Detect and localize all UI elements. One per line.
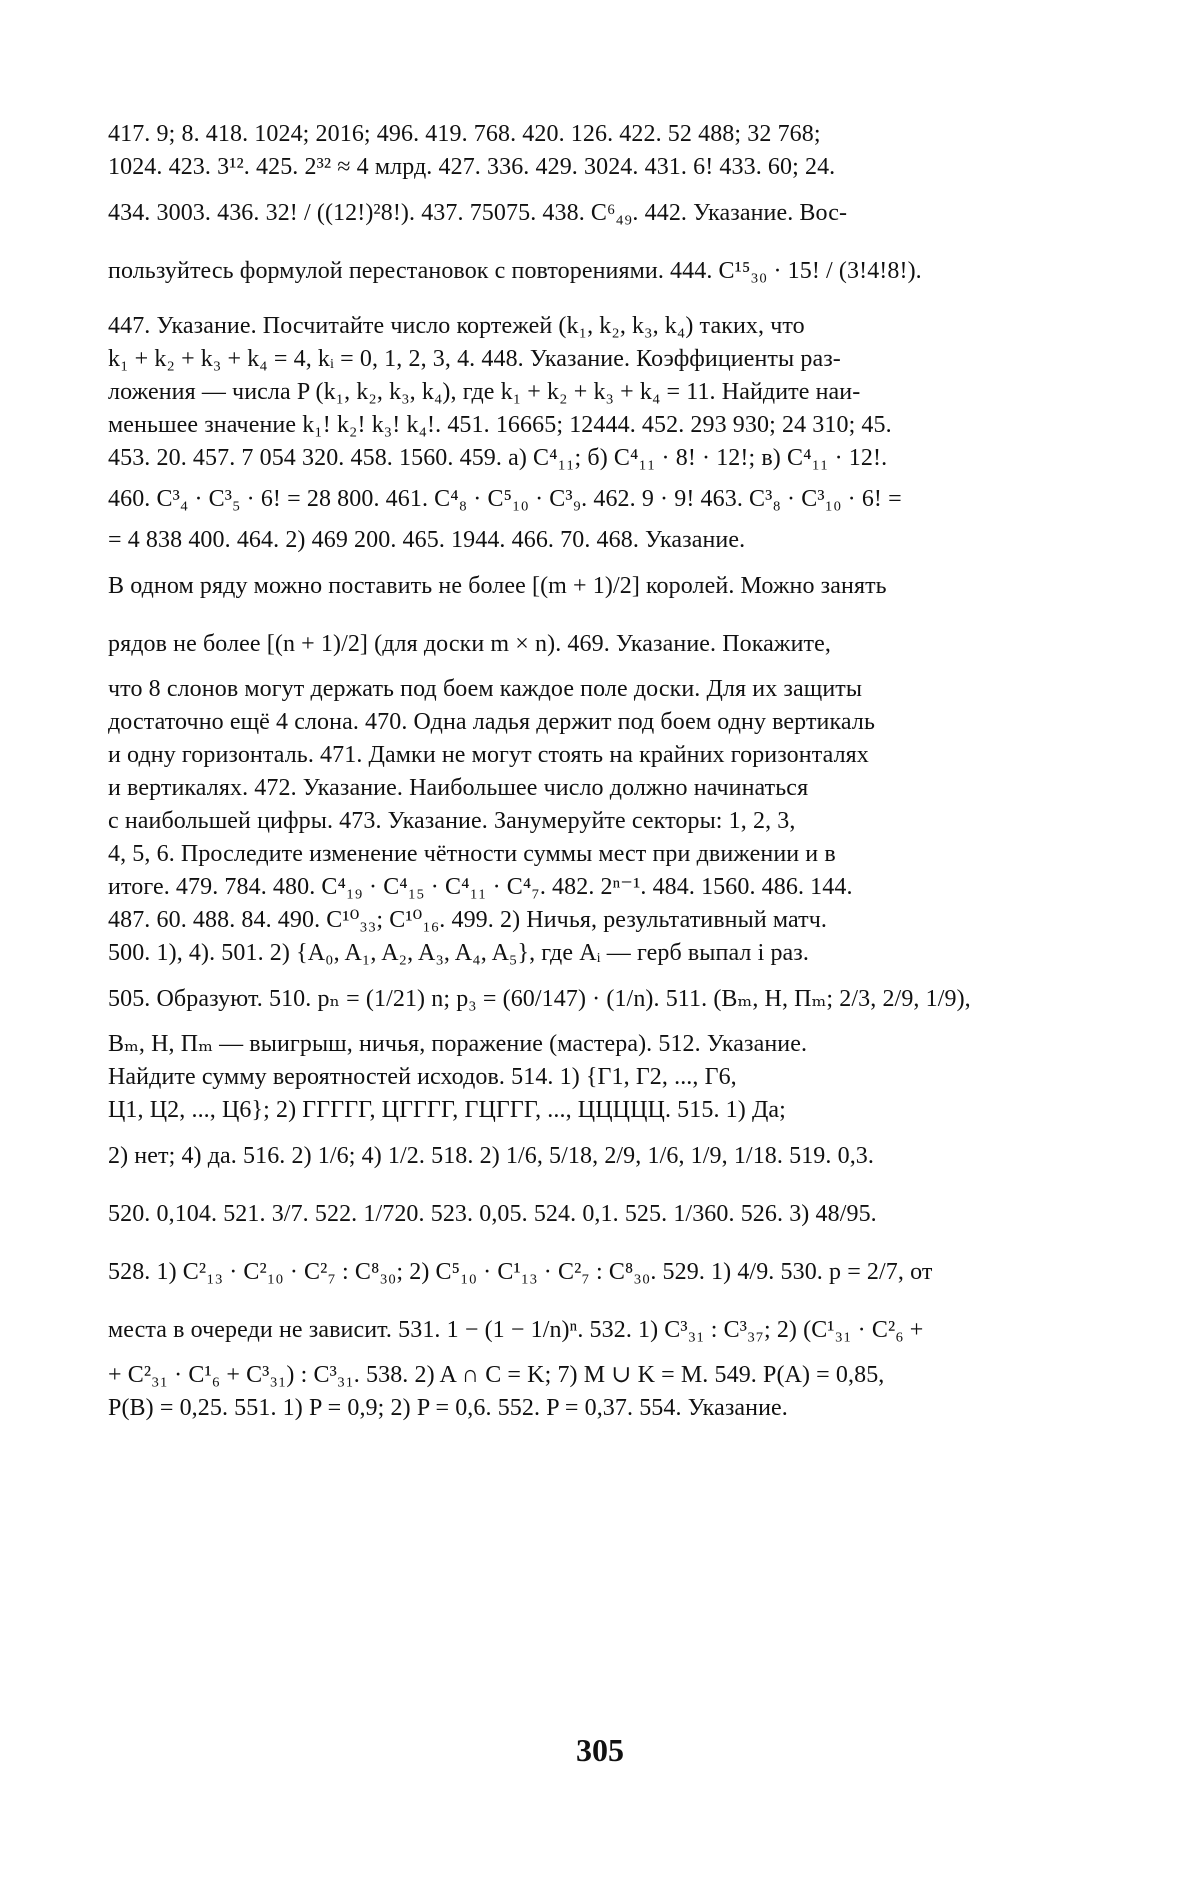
text-line: итоге. 479. 784. 480. C⁴₁₉ · C⁴₁₅ · C⁴₁₁ · C⁴₇. 482. 2ⁿ⁻¹. 484. 1560. 486. 144. [108, 874, 853, 900]
text-line: 460. C³₄ · C³₅ · 6! = 28 800. 461. C⁴₈ · C⁵₁₀ · C³₉. 462. 9 · 9! 463. C³₈ · C³₁₀ · 6! = [108, 486, 902, 512]
text-line: достаточно ещё 4 слона. 470. Одна ладья держит под боем одну вертикаль [108, 709, 875, 735]
text-line: 417. 9; 8. 418. 1024; 2016; 496. 419. 768. 420. 126. 422. 52 488; 32 768; [108, 121, 821, 147]
text-line: Ц1, Ц2, ..., Ц6}; 2) ГГГГГ, ЦГГГГ, ГЦГГГ, ..., ЦЦЦЦЦ. 515. 1) Да; [108, 1097, 786, 1123]
text-line: 500. 1), 4). 501. 2) {A₀, A₁, A₂, A₃, A₄, A₅}, где Aᵢ — герб выпал i раз. [108, 940, 809, 966]
text-line: с наибольшей цифры. 473. Указание. Занумеруйте секторы: 1, 2, 3, [108, 808, 796, 834]
text-line: места в очереди не зависит. 531. 1 − (1 − 1/n)ⁿ. 532. 1) C³₃₁ : C³₃₇; 2) (C¹₃₁ · C²₆ + [108, 1317, 924, 1343]
text-line: пользуйтесь формулой перестановок с повторениями. 444. C¹⁵₃₀ · 15! / (3!4!8!). [108, 258, 922, 284]
text-line: + C²₃₁ · C¹₆ + C³₃₁) : C³₃₁. 538. 2) A ∩ C = K; 7) M ∪ K = M. 549. P(A) = 0,85, [108, 1362, 885, 1388]
text-line: 528. 1) C²₁₃ · C²₁₀ · C²₇ : C⁸₃₀; 2) C⁵₁₀ · C¹₁₃ · C²₇ : C⁸₃₀. 529. 1) 4/9. 530. p = 2/7, от [108, 1259, 933, 1285]
text-line: 2) нет; 4) да. 516. 2) 1/6; 4) 1/2. 518. 2) 1/6, 5/18, 2/9, 1/6, 1/9, 1/18. 519. 0,3. [108, 1143, 874, 1169]
text-line: рядов не более [(n + 1)/2] (для доски m × n). 469. Указание. Покажите, [108, 631, 831, 657]
text-line: ложения — числа P (k₁, k₂, k₃, k₄), где k₁ + k₂ + k₃ + k₄ = 11. Найдите наи- [108, 379, 861, 405]
page-number: 305 [576, 1732, 624, 1768]
text-line: 505. Образуют. 510. pₙ = (1/21) n; p₃ = (60/147) · (1/n). 511. (Bₘ, Н, Пₘ; 2/3, 2/9, 1/9), [108, 986, 971, 1012]
text-line: Найдите сумму вероятностей исходов. 514. 1) {Г1, Г2, ..., Г6, [108, 1064, 737, 1090]
text-line: 520. 0,104. 521. 3/7. 522. 1/720. 523. 0,05. 524. 0,1. 525. 1/360. 526. 3) 48/95. [108, 1201, 877, 1227]
text-line: = 4 838 400. 464. 2) 469 200. 465. 1944. 466. 70. 468. Указание. [108, 527, 746, 553]
text-line: что 8 слонов могут держать под боем каждое поле доски. Для их защиты [108, 676, 863, 702]
text-line: k₁ + k₂ + k₃ + k₄ = 4, kᵢ = 0, 1, 2, 3, 4. 448. Указание. Коэффициенты раз- [108, 346, 841, 372]
text-line: Вₘ, Н, Пₘ — выигрыш, ничья, поражение (мастера). 512. Указание. [108, 1031, 808, 1057]
text-line: 4, 5, 6. Проследите изменение чётности суммы мест при движении и в [108, 841, 836, 867]
text-line: 1024. 423. 3¹². 425. 2³² ≈ 4 млрд. 427. 336. 429. 3024. 431. 6! 433. 60; 24. [108, 154, 836, 180]
answers-text-block [108, 118, 1093, 1425]
text-line: и вертикалях. 472. Указание. Наибольшее число должно начинаться [108, 775, 809, 801]
text-line: 453. 20. 457. 7 054 320. 458. 1560. 459. а) C⁴₁₁; б) C⁴₁₁ · 8! · 12!; в) C⁴₁₁ · 12!. [108, 445, 888, 471]
text-line: 434. 3003. 436. 32! / ((12!)²8!). 437. 75075. 438. C⁶₄₉. 442. Указание. Вос- [108, 200, 848, 226]
text-line: 487. 60. 488. 84. 490. C¹⁰₃₃; C¹⁰₁₆. 499. 2) Ничья, результативный матч. [108, 907, 827, 933]
text-line: В одном ряду можно поставить не более [(m + 1)/2] королей. Можно занять [108, 573, 887, 599]
text-line: меньшее значение k₁! k₂! k₃! k₄!. 451. 16665; 12444. 452. 293 930; 24 310; 45. [108, 412, 892, 438]
text-line: и одну горизонталь. 471. Дамки не могут стоять на крайних горизонталях [108, 742, 869, 768]
text-line: P(B) = 0,25. 551. 1) P = 0,9; 2) P = 0,6. 552. P = 0,37. 554. Указание. [108, 1395, 788, 1421]
text-line: 447. Указание. Посчитайте число кортежей (k₁, k₂, k₃, k₄) таких, что [108, 313, 805, 339]
